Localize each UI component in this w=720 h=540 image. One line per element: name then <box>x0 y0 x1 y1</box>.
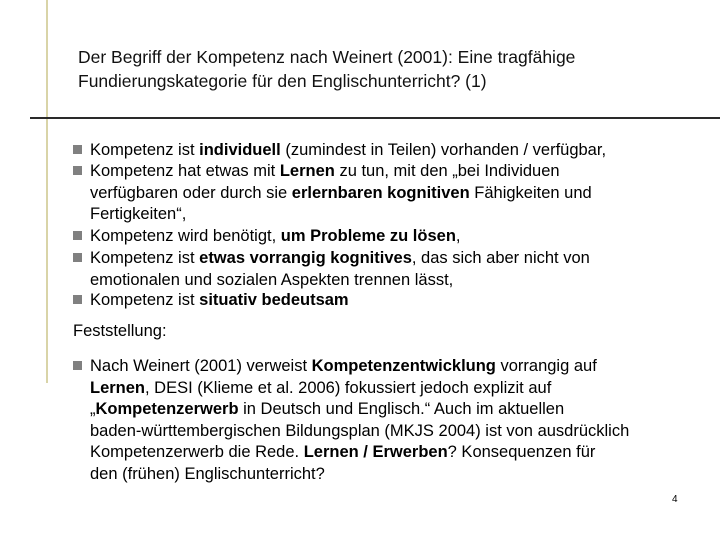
title-line-2: Fundierungskategorie für den Englischunterricht? (1) <box>78 71 487 91</box>
text-run: Kompetenz ist <box>90 141 200 159</box>
text-line <box>73 290 349 312</box>
bullet-square-icon <box>73 166 82 175</box>
bullet-square-icon <box>73 231 82 240</box>
text-run: „ <box>90 400 96 418</box>
title-line-1: Der Begriff der Kompetenz nach Weinert (2001): Eine tragfähige <box>78 47 576 67</box>
text-line <box>73 442 629 464</box>
bold-text: Lernen / Erwerben <box>303 443 448 461</box>
bold-text: etwas vorrangig kognitives <box>199 249 412 267</box>
bullet-square-icon <box>73 253 82 262</box>
text-run: baden-württembergischen Bildungsplan (MKJS 2004) ist von ausdrücklich <box>90 421 630 440</box>
text-run: Fähigkeiten und <box>469 183 592 202</box>
text-line <box>73 399 629 421</box>
text-line <box>73 226 461 248</box>
text-run: emotionalen und sozialen Aspekten trennen lässt, <box>90 270 454 289</box>
feststellung-label: Feststellung: <box>73 322 167 340</box>
bold-text: Lernen <box>279 162 335 180</box>
text-line <box>73 248 590 270</box>
bold-text: individuell <box>199 141 281 159</box>
text-line <box>73 378 629 400</box>
text-run: , DESI (Klieme et al. 2006) fokussiert jedoch explizit auf <box>145 378 552 397</box>
bold-text: Kompetenzentwicklung <box>311 357 496 375</box>
text-line <box>73 357 597 375</box>
text-run: verfügbaren oder durch sie <box>90 183 292 202</box>
slide-title <box>78 45 698 93</box>
text-run: Kompetenzerwerb die Rede. <box>90 443 304 461</box>
text-run: ? Konsequenzen für <box>447 443 596 461</box>
text-line <box>73 161 592 183</box>
bold-text: Lernen <box>90 378 146 397</box>
text-run: Kompetenz ist <box>90 249 200 267</box>
text-run: in Deutsch und Englisch.“ Auch im aktuellen <box>238 400 565 418</box>
bullet-item <box>73 226 461 248</box>
bullet-item <box>73 161 592 226</box>
text-run: Nach Weinert (2001) verweist <box>90 357 312 375</box>
text-line <box>73 140 606 162</box>
bullet-item <box>73 290 349 312</box>
text-line <box>73 204 592 226</box>
text-run: zu tun, mit den „bei Individuen <box>334 162 560 180</box>
bullet-square-icon <box>73 145 82 154</box>
text-run: Kompetenz ist <box>90 291 200 309</box>
text-line <box>73 183 592 205</box>
text-run: Kompetenz hat etwas mit <box>90 162 280 180</box>
feststellung-item <box>73 356 629 485</box>
text-run: Fertigkeiten“, <box>90 205 187 223</box>
page-number: 4 <box>672 494 678 505</box>
vertical-rule <box>46 0 48 383</box>
text-run: den (frühen) Englischunterricht? <box>90 464 325 483</box>
title-underline <box>30 117 720 119</box>
text-line <box>73 421 629 443</box>
text-run: , das sich aber nicht von <box>411 249 590 267</box>
bold-text: um Probleme zu lösen <box>280 227 456 245</box>
bullet-square-icon <box>73 361 82 370</box>
bold-text: situativ bedeutsam <box>199 291 349 309</box>
bold-text: Kompetenzerwerb <box>95 400 239 418</box>
bold-text: erlernbaren kognitiven <box>291 183 470 202</box>
text-run: (zumindest in Teilen) vorhanden / verfügbar, <box>280 141 607 159</box>
text-run: , <box>455 227 461 245</box>
bullet-square-icon <box>73 295 82 304</box>
text-line <box>73 464 629 486</box>
text-run: vorrangig auf <box>495 357 597 375</box>
text-run: Kompetenz wird benötigt, <box>90 227 281 245</box>
bullet-item <box>73 140 606 162</box>
text-line <box>73 270 590 292</box>
bullet-item <box>73 248 590 291</box>
